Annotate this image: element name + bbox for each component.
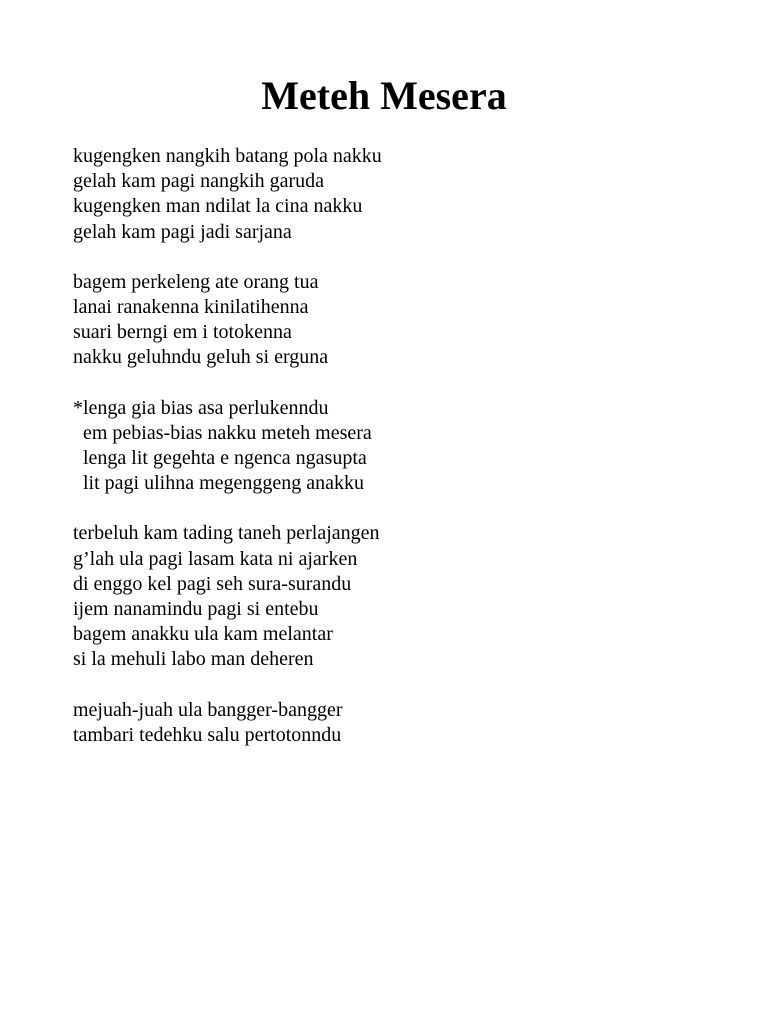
- poem-line: kugengken man ndilat la cina nakku: [73, 195, 363, 218]
- stanza-5: [73, 698, 733, 748]
- poem-line: mejuah-juah ula bangger-bangger: [73, 698, 343, 721]
- poem-line: terbeluh kam tading taneh perlajangen: [73, 522, 380, 545]
- poem-line: em pebias-bias nakku meteh mesera: [73, 421, 372, 444]
- stanza-1: [73, 144, 733, 245]
- poem-title: Meteh Mesera: [261, 73, 507, 118]
- poem-line: si la mehuli labo man deheren: [73, 648, 314, 671]
- poem-line: nakku geluhndu geluh si erguna: [73, 346, 329, 369]
- stanza-3-refrain: [73, 396, 733, 497]
- poem-line: *lenga gia bias asa perlukenndu: [73, 396, 329, 419]
- stanza-2: [73, 270, 733, 371]
- poem-line: gelah kam pagi nangkih garuda: [73, 170, 325, 193]
- poem-line: ijem nanamindu pagi si entebu: [73, 598, 319, 621]
- poem-line: suari berngi em i totokenna: [73, 321, 292, 344]
- stanza-4: [73, 521, 733, 672]
- poem-line: gelah kam pagi jadi sarjana: [73, 220, 292, 243]
- poem-line: g’lah ula pagi lasam kata ni ajarken: [73, 547, 358, 570]
- poem-line: di enggo kel pagi seh sura-surandu: [73, 572, 352, 595]
- poem-line: bagem anakku ula kam melantar: [73, 623, 333, 646]
- poem-line: lanai ranakenna kinilatihenna: [73, 296, 309, 319]
- poem-line: lenga lit gegehta e ngenca ngasupta: [73, 447, 367, 470]
- poem-line: kugengken nangkih batang pola nakku: [73, 145, 382, 167]
- poem-line: bagem perkeleng ate orang tua: [73, 270, 319, 293]
- poem-line: lit pagi ulihna megenggeng anakku: [73, 472, 365, 495]
- poem-body: [73, 144, 733, 773]
- poem-line: tambari tedehku salu pertotonndu: [73, 723, 342, 746]
